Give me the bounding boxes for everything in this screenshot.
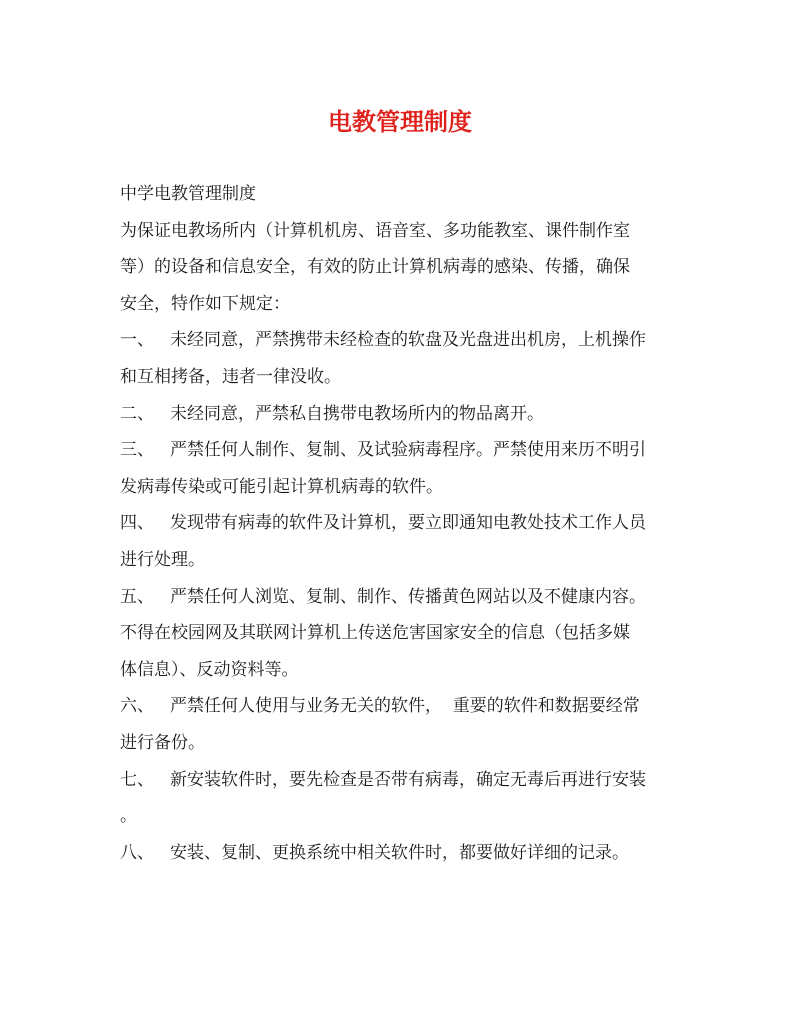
rule-text: 严禁任何人制作、复制、及试验病毒程序。严禁使用来历不明引 <box>170 440 646 461</box>
rule-1 <box>120 322 682 395</box>
rule-7 <box>120 762 682 835</box>
rule-number: 四、 <box>120 513 154 534</box>
rule-3 <box>120 432 682 505</box>
rule-number: 七、 <box>120 769 154 790</box>
rule-text: 进行处理。 <box>120 549 205 570</box>
rule-number: 一、 <box>120 330 154 351</box>
rule-number: 六、 <box>120 696 154 717</box>
rule-number: 八、 <box>120 842 154 863</box>
rule-text: 安装、复制、更换系统中相关软件时，都要做好详细的记录。 <box>170 842 629 863</box>
rule-text: 和互相拷备，违者一律没收。 <box>120 366 341 387</box>
rule-4 <box>120 505 682 578</box>
rule-8 <box>120 835 682 872</box>
rule-text: 严禁任何人使用与业务无关的软件， 重要的软件和数据要经常 <box>170 696 640 717</box>
rule-text: 未经同意，严禁私自携带电教场所内的物品离开。 <box>170 403 544 424</box>
rule-text: 未经同意，严禁携带未经检查的软盘及光盘进出机房，上机操作 <box>170 330 646 351</box>
intro-paragraph <box>120 213 682 323</box>
rule-text: 不得在校园网及其联网计算机上传送危害国家安全的信息（包括多媒 <box>120 623 630 644</box>
rule-number: 二、 <box>120 403 154 424</box>
rule-number: 三、 <box>120 440 154 461</box>
rule-text: 发病毒传染或可能引起计算机病毒的软件。 <box>120 476 443 497</box>
intro-line: 为保证电教场所内（计算机机房、语音室、多功能教室、课件制作室 <box>120 220 630 241</box>
rule-2 <box>120 396 682 433</box>
document-body <box>120 176 682 871</box>
intro-line: 等）的设备和信息安全，有效的防止计算机病毒的感染、传播，确保 <box>120 257 630 278</box>
rule-text: 体信息）、反动资料等。 <box>120 659 299 680</box>
rule-text: 新安装软件时，要先检查是否带有病毒，确定无毒后再进行安装 <box>170 769 646 790</box>
rule-number: 五、 <box>120 586 154 607</box>
rule-6 <box>120 688 682 761</box>
rule-5 <box>120 579 682 689</box>
document-title: 电教管理制度 <box>328 107 472 136</box>
document-subtitle: 中学电教管理制度 <box>120 184 256 204</box>
rule-text: 严禁任何人浏览、复制、制作、传播黄色网站以及不健康内容。 <box>170 586 646 607</box>
intro-line: 安全，特作如下规定： <box>120 293 290 314</box>
rule-text: 发现带有病毒的软件及计算机，要立即通知电教处技术工作人员 <box>170 513 646 534</box>
rule-text: 进行备份。 <box>120 732 205 753</box>
rule-text: 。 <box>120 806 137 827</box>
